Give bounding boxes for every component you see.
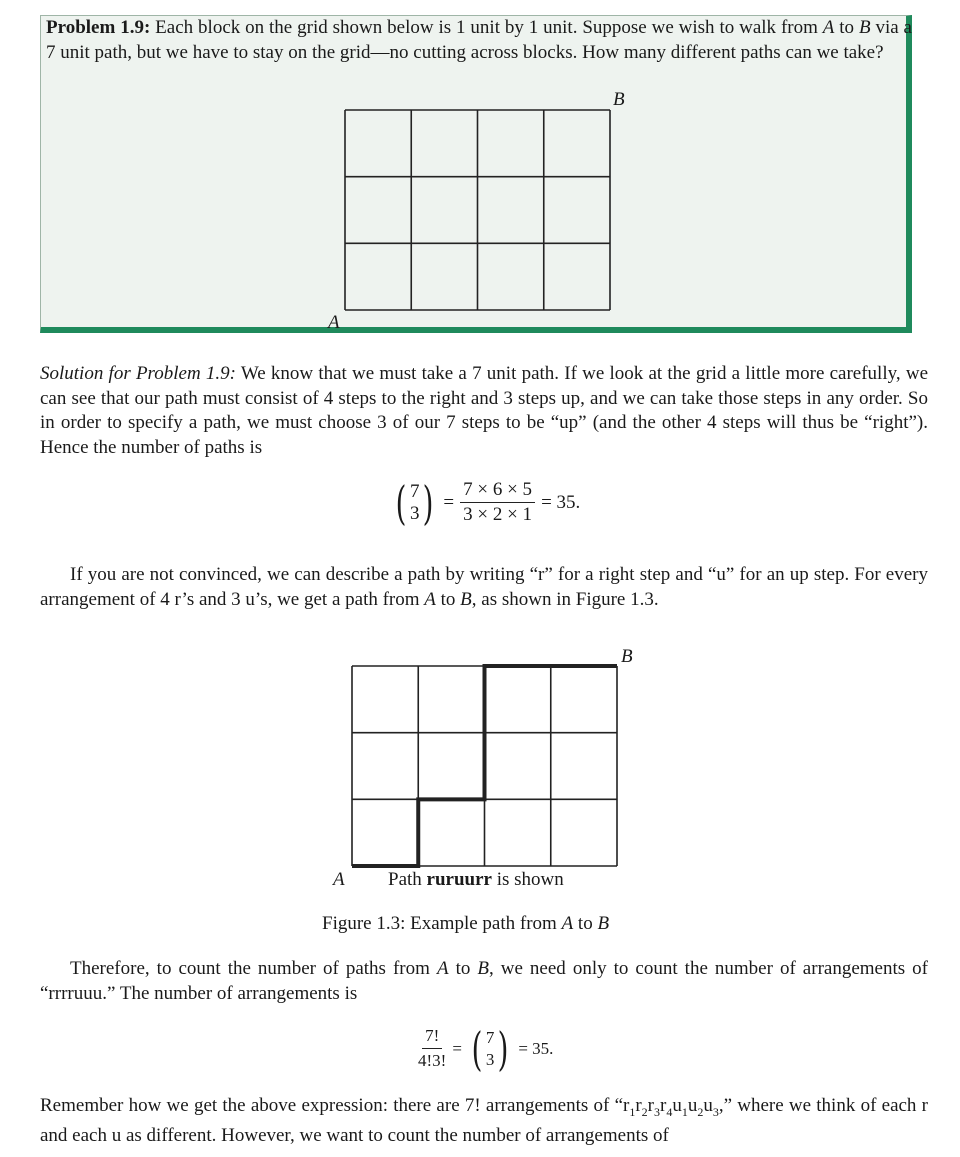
equation-binomial-1: ( 7 3 ) = $\frac{7 \times 6 \times 5}{3 \times 2 \times 1}$ = 35. — [392, 478, 580, 527]
grid-label-a: A — [328, 312, 340, 333]
solution-paragraph: Solution for Problem 1.9: We know that we must take a 7 unit path. If we look at the grid a little more carefully, we can see that our path must consist of 4 steps to the right and 3 steps up, and we can take those steps in any order. So in order to specify a path, we must choose 3 of our 7 steps to be “up” (and the other 4 steps will thus be “right”). Hence the number of paths is — [40, 363, 928, 458]
binom-7-3-b: ( 7 3 ) — [471, 1021, 509, 1076]
factorial-fraction: $\frac{7!}{4!3!}$ — [418, 1026, 447, 1070]
problem-label: Problem 1.9: — [46, 17, 151, 38]
problem-text: Problem 1.9: Each block on the grid shown below is 1 unit by 1 unit. Suppose we wish to walk from A to B via a 7 unit path, but we have to stay on the grid—no cutting across blocks. How many different paths can we take? — [46, 17, 912, 63]
solution-label: Solution for Problem 1.9: — [40, 363, 236, 384]
equation-binomial-2: $\frac{7!}{4!3!}$ = ( 7 3 ) = 35. — [418, 1021, 554, 1076]
figure-label-a: A — [333, 869, 345, 890]
fraction: $\frac{7 \times 6 \times 5}{3 \times 2 \times 1}$ — [460, 478, 535, 527]
figure-caption: Figure 1.3: Example path from A to B — [322, 913, 610, 934]
figure-1-3-grid — [350, 664, 620, 870]
path-caption: Path ruruurr is shown — [388, 869, 564, 890]
grid-label-b: B — [613, 89, 625, 110]
paragraph-3: Therefore, to count the number of paths from A to B, we need only to count the number of arrangements of “rrrruuu.” The number of arrangements is — [40, 958, 928, 1004]
figure-label-b: B — [621, 646, 633, 667]
subscripted-sequence: $r_1r_2r_3r_4u_1u_2u_3$ — [623, 1095, 719, 1119]
binom-7-3: ( 7 3 ) — [395, 475, 434, 530]
paragraph-4: Remember how we get the above expression: there are 7! arrangements of “$r_1r_2r_3r_4u_1u_2u_3$,” where we think of each r and each u as different. However, we want to count the number of arrangements of — [40, 1095, 928, 1147]
problem-grid — [344, 109, 612, 311]
paragraph-2: If you are not convinced, we can describe a path by writing “r” for a right step and “u” for an up step. For every arrangement of 4 r’s and 3 u’s, we get a path from A to B, as shown in Figure 1.3. — [40, 564, 928, 610]
